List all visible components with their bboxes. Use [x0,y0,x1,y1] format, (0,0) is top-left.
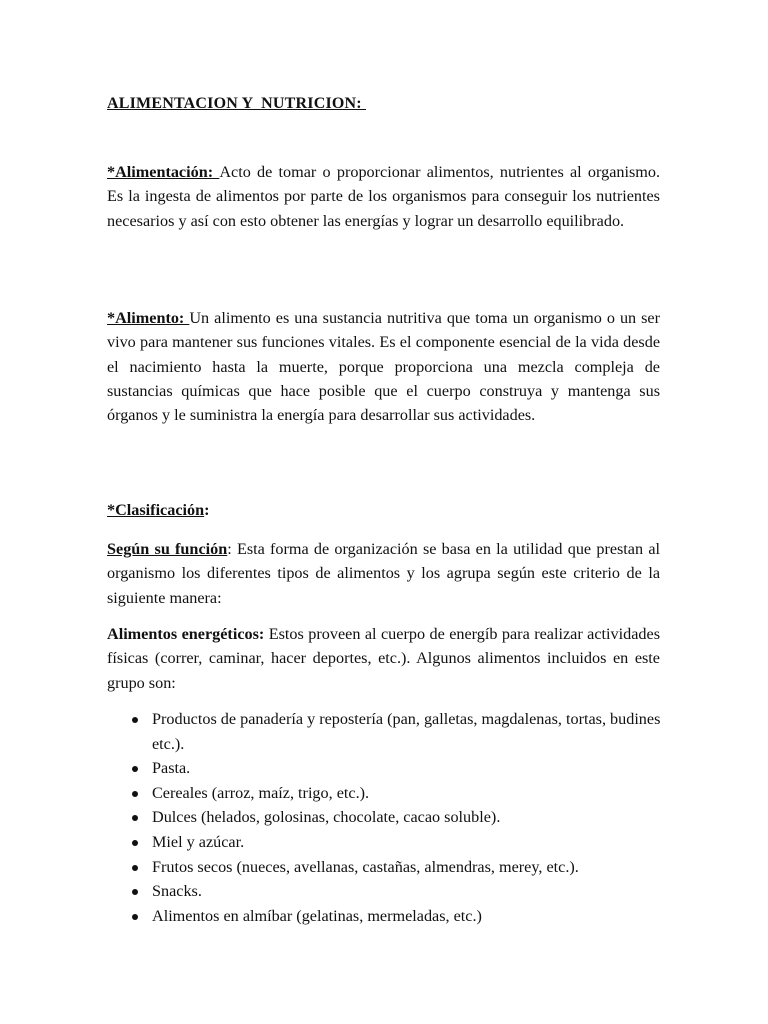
alimento-paragraph [107,306,660,427]
alimentacion-paragraph [107,160,660,233]
list-item: Cereales (arroz, maíz, trigo, etc.). [107,781,667,806]
alimento-label: *Alimento: [107,309,190,327]
list-item: Pasta. [107,756,667,781]
list-item: Dulces (helados, golosinas, chocolate, cacao soluble). [107,805,667,830]
energeticos-label: Alimentos energéticos: [107,625,265,643]
list-item: Alimentos en almíbar (gelatinas, mermeladas, etc.) [107,904,667,929]
energeticos-paragraph [107,622,660,695]
segun-funcion-paragraph [107,537,660,610]
list-item: Snacks. [107,879,667,904]
alimentacion-label: *Alimentación: [107,163,220,181]
document-title: ALIMENTACION Y NUTRICION: [107,95,367,112]
list-item: Miel y azúcar. [107,830,667,855]
clasificacion-heading [107,498,660,522]
list-item: Productos de panadería y repostería (pan, galletas, magdalenas, tortas, budines etc.). [107,707,667,756]
clasificacion-label: *Clasificación [107,501,205,519]
list-item: Frutos secos (nueces, avellanas, castañas, almendras, merey, etc.). [107,855,667,880]
energeticos-list [107,707,667,928]
clasificacion-suffix: : [204,501,210,519]
alimentacion-text: Acto de tomar o proporcionar alimentos, nutrientes al organismo. Es la ingesta de alimentos por parte de los organismos para conseguir los nutrientes necesarios y así con esto obtener las energías y lograr un desarrollo equilibrado. [107,163,660,230]
alimento-text: Un alimento es una sustancia nutritiva que toma un organismo o un ser vivo para mantener sus funciones vitales. Es el componente esencial de la vida desde el nacimiento hasta la muerte, porque proporciona una mezcla compleja de sustancias químicas que hace posible que el cuerpo construya y mantenga sus órganos y le suministra la energía para desarrollar sus actividades. [107,309,661,425]
segun-funcion-text: : Esta forma de organización se basa en la utilidad que prestan al organismo los diferentes tipos de alimentos y los agrupa según este criterio de la siguiente manera: [107,540,660,607]
energeticos-text: Estos proveen al cuerpo de energíb para realizar actividades físicas (correr, caminar, hacer deportes, etc.). Algunos alimentos incluidos en este grupo son: [107,625,660,692]
segun-funcion-label: Según su función [107,540,228,558]
